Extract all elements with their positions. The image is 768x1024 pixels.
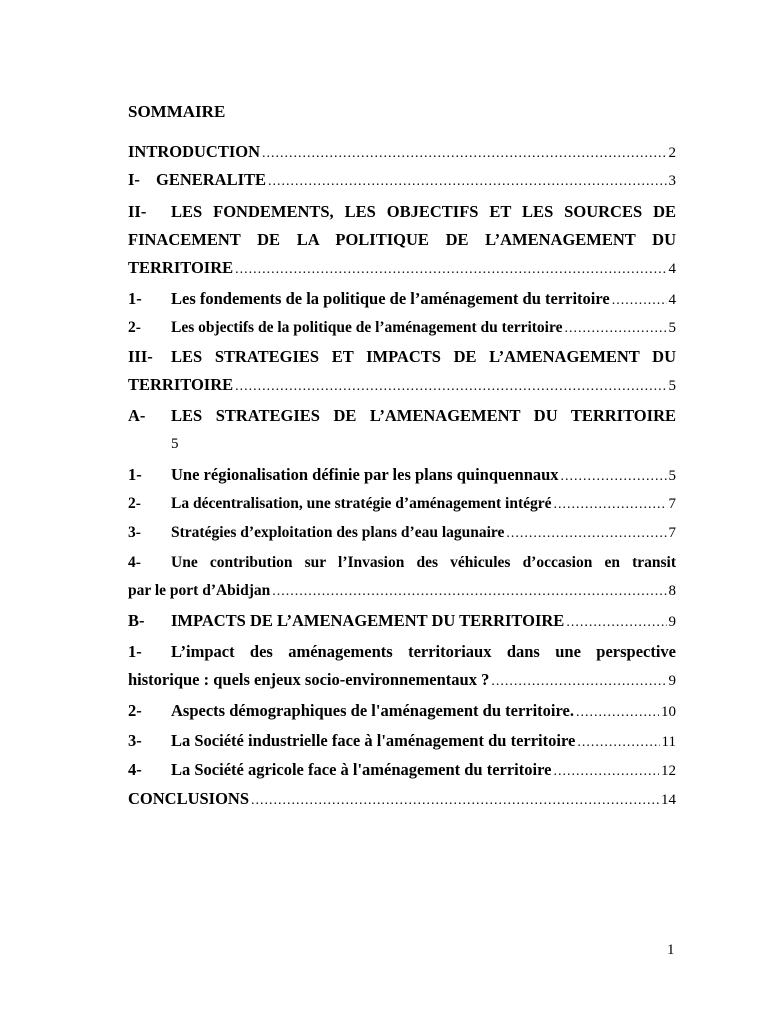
toc-entry-societe-industrielle[interactable] [128, 727, 676, 755]
dot-leader [235, 256, 666, 284]
toc-entry-plans-eau[interactable] [128, 519, 676, 547]
toc-entry-number: 3- [128, 731, 142, 750]
dot-leader [561, 463, 667, 491]
toc-entry-text-line1: L’impact des aménagements territoriaux dans une perspective [171, 642, 676, 661]
toc-entry-aspects-demographiques[interactable] [128, 697, 676, 725]
toc-page-number: 8 [668, 583, 676, 599]
dot-leader [577, 729, 659, 757]
toc-entry-fondements-politique[interactable] [128, 285, 676, 313]
toc-entry-strategies-amenagement[interactable] [128, 402, 676, 458]
dot-leader [251, 787, 659, 815]
toc-entry-impacts-amenagement[interactable] [128, 607, 676, 635]
toc-title: SOMMAIRE [128, 102, 226, 121]
toc-entry-text: CONCLUSIONS [128, 789, 250, 808]
toc-entry-impact-historique[interactable] [128, 638, 676, 694]
toc-entry-text: Aspects démographiques de l'aménagement du territoire. [171, 701, 574, 720]
toc-entry-number: 1- [128, 465, 142, 484]
toc-entry-text: Les fondements de la politique de l’aménagement du territoire [171, 289, 610, 308]
toc-entry-text-line2: TERRITOIRE [128, 375, 234, 394]
toc-entry-number: 4- [128, 760, 142, 779]
dot-leader [576, 699, 659, 727]
toc-entry-number: 2- [128, 701, 142, 720]
toc-entry-generalite[interactable] [128, 166, 676, 194]
toc-page-number: 7 [668, 496, 676, 512]
toc-entry-text: La décentralisation, une stratégie d’aménagement intégré [171, 495, 552, 512]
toc-entry-number: I- [128, 170, 140, 189]
toc-entry-introduction[interactable] [128, 138, 676, 166]
toc-page-number: 12 [661, 763, 676, 779]
dot-leader [566, 609, 666, 637]
toc-entry-number: III- [128, 347, 153, 366]
toc-page-number: 5 [171, 436, 179, 452]
dot-leader [506, 520, 666, 548]
toc-page-number: 5 [668, 468, 676, 484]
toc-entry-number: B- [128, 611, 145, 630]
toc-entry-text: Les objectifs de la politique de l’aménagement du territoire [171, 319, 563, 336]
toc-entry-number: 2- [128, 495, 141, 512]
toc-entry-conclusions[interactable] [128, 785, 676, 813]
toc-entry-number: 1- [128, 642, 142, 661]
page-footer-number: 1 [667, 942, 675, 958]
toc-entry-text: GENERALITE [156, 170, 267, 189]
toc-page-number: 4 [668, 261, 676, 277]
dot-leader [554, 491, 667, 519]
toc-entry-text: Stratégies d’exploitation des plans d’eau lagunaire [171, 524, 505, 541]
dot-leader [612, 287, 667, 315]
toc-entry-decentralisation[interactable] [128, 490, 676, 518]
toc-entry-text: La Société industrielle face à l'aménagement du territoire [171, 731, 576, 750]
toc-page-number: 11 [661, 734, 676, 750]
toc-entry-text: Une régionalisation définie par les plans quinquennaux [171, 465, 559, 484]
toc-page-number: 14 [661, 792, 676, 808]
dot-leader [268, 168, 666, 196]
toc-page-number: 2 [668, 145, 676, 161]
toc-page-number: 9 [668, 673, 676, 689]
toc-entry-text: La Société agricole face à l'aménagement du territoire [171, 760, 552, 779]
toc-page-number: 9 [668, 614, 676, 630]
toc-entry-text: INTRODUCTION [128, 142, 261, 161]
toc-entry-objectifs-politique[interactable] [128, 314, 676, 342]
toc-entry-text-line1: LES FONDEMENTS, LES OBJECTIFS ET LES SOURCES DE [171, 202, 676, 221]
toc-entry-text-line2: FINACEMENT DE LA POLITIQUE DE L’AMENAGEMENT DU [128, 230, 676, 249]
toc-page-number: 5 [668, 378, 676, 394]
toc-entry-text: LES STRATEGIES DE L’AMENAGEMENT DU TERRITOIRE [171, 406, 676, 425]
toc-entry-text-line1: LES STRATEGIES ET IMPACTS DE L’AMENAGEMENT DU [171, 347, 676, 366]
toc-page-number: 7 [668, 525, 676, 541]
document-page [128, 0, 676, 1024]
dot-leader [235, 373, 666, 401]
dot-leader [272, 578, 666, 606]
toc-entry-fondements[interactable] [128, 198, 676, 282]
toc-entry-number: 4- [128, 554, 141, 571]
toc-entry-text: IMPACTS DE L’AMENAGEMENT DU TERRITOIRE [171, 611, 565, 630]
toc-entry-number: 1- [128, 289, 142, 308]
toc-entry-text-line1: Une contribution sur l’Invasion des véhicules d’occasion en transit [171, 554, 676, 571]
toc-page-number: 5 [668, 320, 676, 336]
toc-entry-number: 3- [128, 524, 141, 541]
toc-entry-text-line2: par le port d’Abidjan [128, 582, 271, 599]
toc-entry-regionalisation[interactable] [128, 461, 676, 489]
toc-entry-text-line3: TERRITOIRE [128, 258, 234, 277]
dot-leader [262, 140, 666, 168]
toc-page-number: 3 [668, 173, 676, 189]
dot-leader [553, 758, 659, 786]
toc-entry-text-line2: historique : quels enjeux socio-environnementaux ? [128, 670, 490, 689]
toc-entry-vehicules-occasion[interactable] [128, 549, 676, 605]
dot-leader [564, 315, 666, 343]
toc-entry-number: II- [128, 202, 147, 221]
toc-page-number: 10 [661, 704, 676, 720]
dot-leader [491, 668, 666, 696]
toc-entry-strategies-impacts[interactable] [128, 343, 676, 399]
toc-entry-number: A- [128, 406, 146, 425]
toc-entry-number: 2- [128, 319, 141, 336]
toc-entry-societe-agricole[interactable] [128, 756, 676, 784]
toc-page-number: 4 [668, 292, 676, 308]
